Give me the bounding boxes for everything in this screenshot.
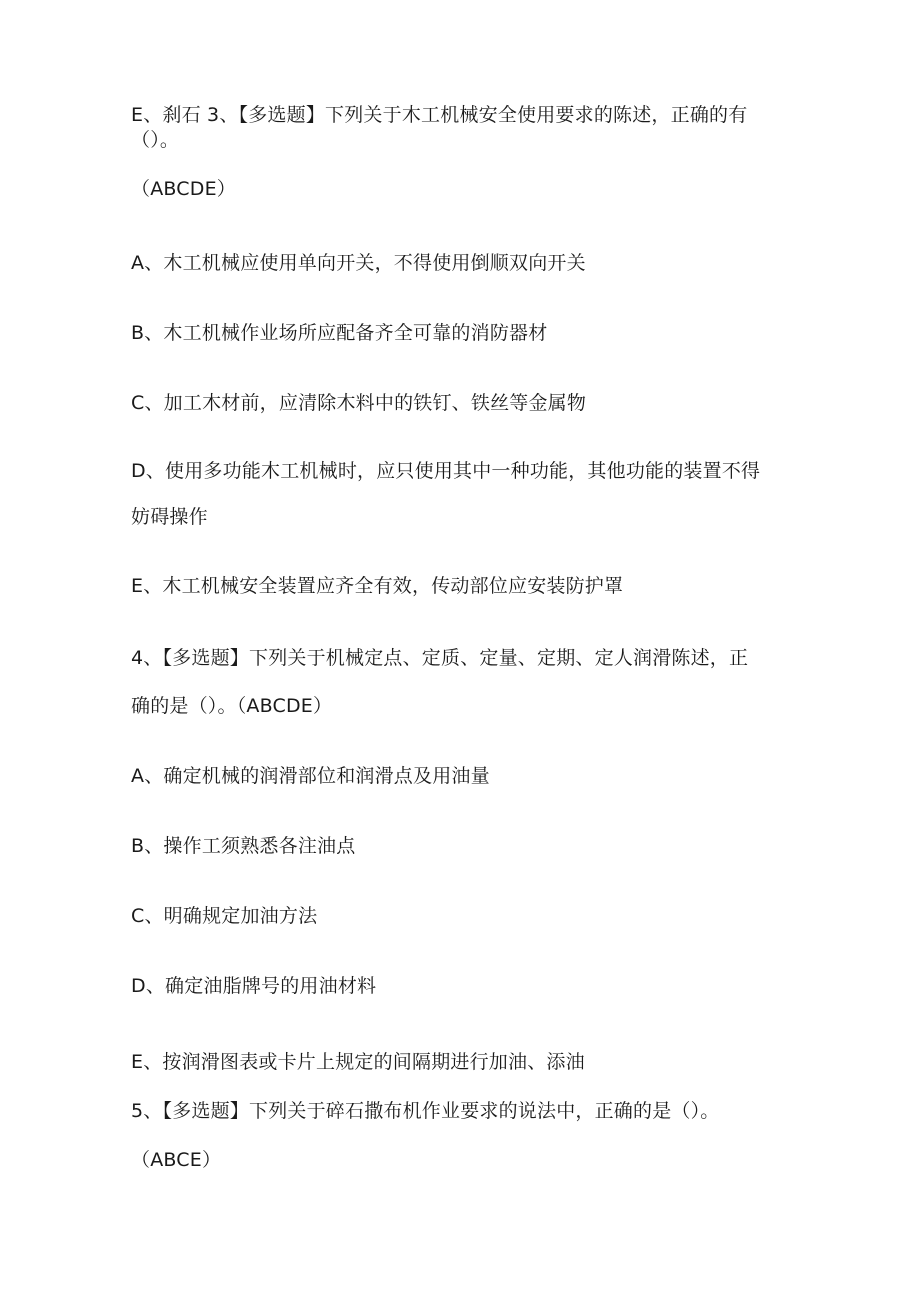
- q5-answer: （ABCE）: [131, 1149, 222, 1171]
- q3-option-a: A、木工机械应使用单向开关，不得使用倒顺双向开关: [131, 252, 586, 274]
- q3-question-line2: （）。: [131, 129, 180, 151]
- q4-option-b: B、操作工须熟悉各注油点: [131, 835, 356, 857]
- q4-option-c: C、明确规定加油方法: [131, 905, 318, 927]
- q3-option-b: B、木工机械作业场所应配备齐全可靠的消防器材: [131, 322, 548, 344]
- q3-option-e: E、木工机械安全装置应齐全有效，传动部位应安装防护罩: [131, 575, 624, 597]
- q4-option-a: A、确定机械的润滑部位和润滑点及用油量: [131, 765, 490, 787]
- q3-answer: （ABCDE）: [131, 178, 237, 200]
- q4-question-line2-answer: 确的是（）。（ABCDE）: [131, 695, 333, 717]
- q3-option-e-and-question-line1: E、刹石 3、【多选题】下列关于木工机械安全使用要求的陈述，正确的有: [131, 104, 748, 126]
- q3-option-d-line1: D、使用多功能木工机械时，应只使用其中一种功能，其他功能的装置不得: [131, 460, 761, 482]
- q3-option-c: C、加工木材前，应清除木料中的铁钉、铁丝等金属物: [131, 392, 587, 414]
- q3-option-d-line2: 妨碍操作: [131, 506, 208, 528]
- q5-question: 5、【多选题】下列关于碎石撒布机作业要求的说法中，正确的是（）。: [131, 1100, 720, 1122]
- q4-option-e: E、按润滑图表或卡片上规定的间隔期进行加油、添油: [131, 1051, 585, 1073]
- q4-question-line1: 4、【多选题】下列关于机械定点、定质、定量、定期、定人润滑陈述，正: [131, 647, 749, 669]
- q4-option-d: D、确定油脂牌号的用油材料: [131, 975, 377, 997]
